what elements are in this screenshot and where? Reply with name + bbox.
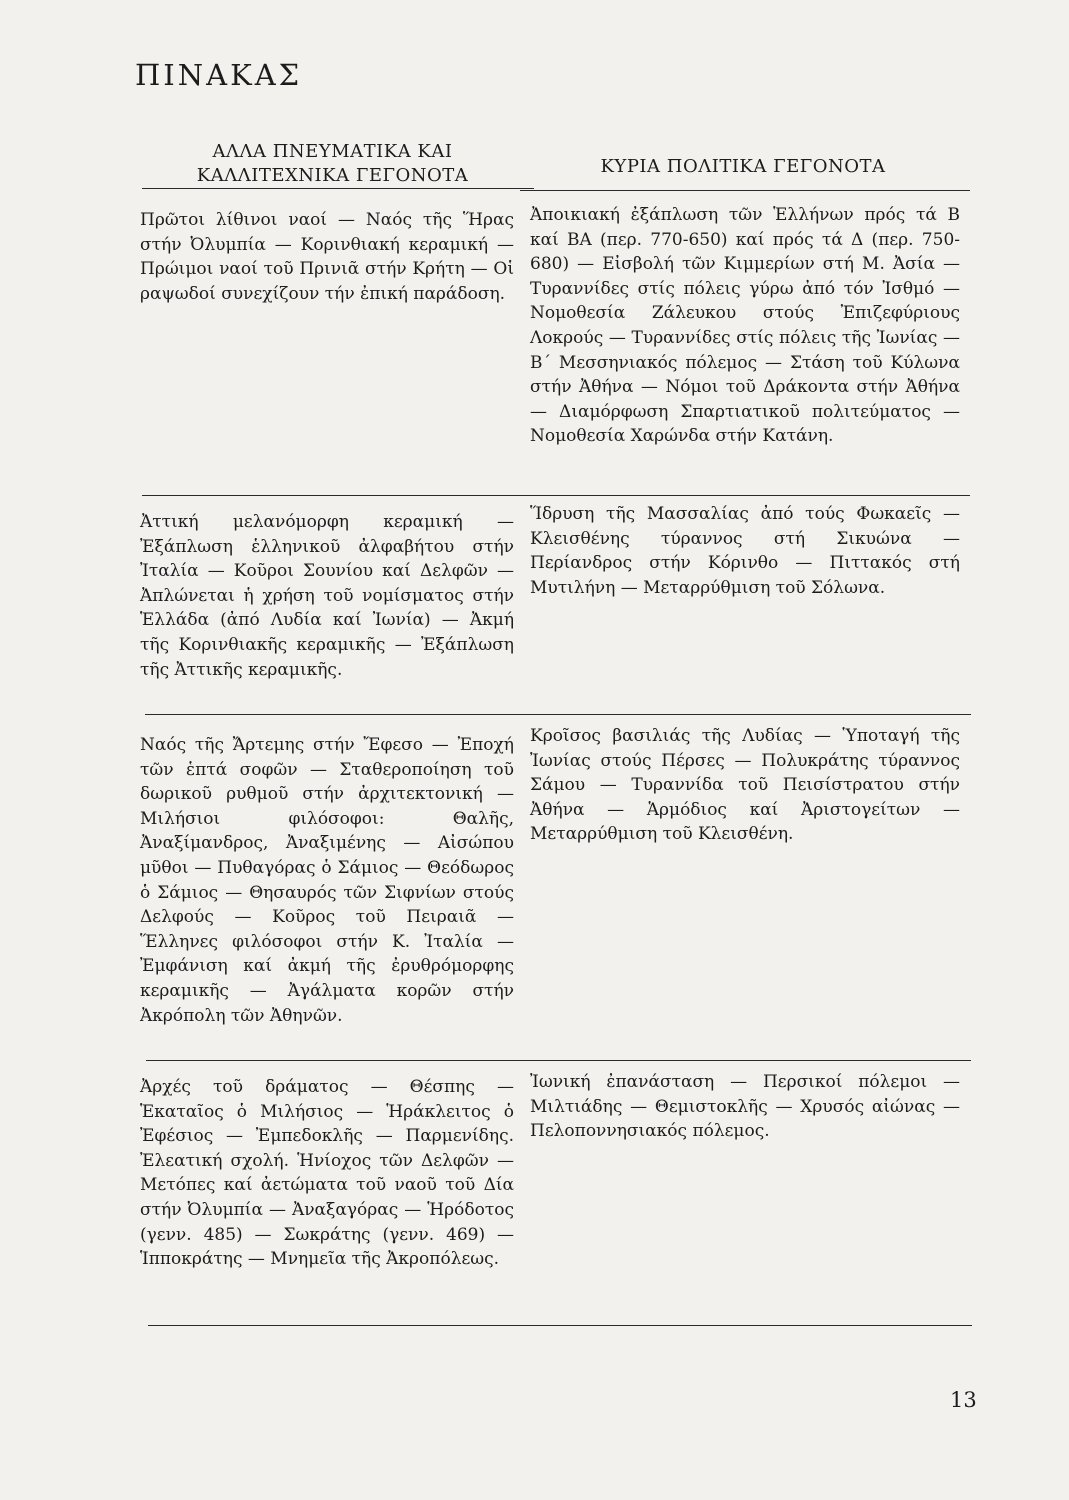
row-3-culture: Ναός τῆς Ἄρτεμης στήν Ἔφεσο — Ἐποχή τῶν ἑπτά σοφῶν — Σταθεροποίηση τοῦ δωρικοῦ ρυθμοῦ στήν ἀρχιτεκτονική — Μιλήσιοι φιλόσοφοι: Θαλῆς, Ἀναξίμανδρος, Ἀναξιμένης — Αἰσώπου μῦθοι — Πυθαγόρας ὁ Σάμιος — Θεόδωρος ὁ Σάμιος — Θησαυρός τῶν Σιφνίων στούς Δελφούς — Κοῦρος τοῦ Πειραιᾶ — Ἕλληνες φιλόσοφοι στήν Κ. Ἰταλία — Ἐμφάνιση καί ἀκμή τῆς ἐρυθρόμορφης κεραμικῆς — Ἀγάλματα κορῶν στήν Ἀκρόπολη τῶν Ἀθηνῶν. xyxy=(140,735,514,1026)
right-column-header: ΚΥΡΙΑ ΠΟΛΙΤΙΚΑ ΓΕΓΟΝΟΤΑ xyxy=(600,156,886,177)
left-column-header-line-2: ΚΑΛΛΙΤΕΧΝΙΚΑ ΓΕΓΟΝΟΤΑ xyxy=(196,165,469,186)
row-divider-3 xyxy=(146,1060,971,1061)
row-2-politics: Ἵδρυση τῆς Μασσαλίας ἀπό τούς Φωκαεῖς — Κλεισθένης τύραννος στή Σικυώνα — Περίανδρος στήν Κόρινθο — Πιττακός στή Μυτιλήνη — Μεταρρύθμιση τοῦ Σόλωνα. xyxy=(530,504,960,598)
row-1-politics: Ἀποικιακή ἐξάπλωση τῶν Ἑλλήνων πρός τά Β καί ΒΑ (περ. 770-650) καί πρός τά Δ (περ. 750-680) — Εἰσβολή τῶν Κιμμερίων στή Μ. Ἀσία — Τυραννίδες στίς πόλεις γύρω ἀπό τόν Ἰσθμό — Νομοθεσία Ζάλευκου στούς Ἐπιζεφύριους Λοκρούς — Τυραννίδες στίς πόλεις τῆς Ἰωνίας — Β΄ Μεσσηνιακός πόλεμος — Στάση τοῦ Κύλωνα στήν Ἀθήνα — Νόμοι τοῦ Δράκοντα στήν Ἀθήνα — Διαμόρφωση Σπαρτιατικοῦ πολιτεύματος — Νομοθεσία Χαρώνδα στήν Κατάνη. xyxy=(530,205,960,447)
table-bottom-rule xyxy=(148,1325,972,1326)
row-divider-2 xyxy=(145,714,971,715)
header-rule-left xyxy=(142,188,534,189)
row-2-culture: Ἀττική μελανόμορφη κεραμική — Ἐξάπλωση ἑλληνικοῦ ἀλφαβήτου στήν Ἰταλία — Κοῦροι Σουνίου καί Δελφῶν — Ἀπλώνεται ἡ χρήση τοῦ νομίσματος στήν Ἑλλάδα (ἀπό Λυδία καί Ἰωνία) — Ἀκμή τῆς Κορινθιακῆς κεραμικῆς — Ἐξάπλωση τῆς Ἀττικῆς κεραμικῆς. xyxy=(140,512,514,680)
row-3-politics: Κροῖσος βασιλιάς τῆς Λυδίας — Ὑποταγή τῆς Ἰωνίας στούς Πέρσες — Πολυκράτης τύραννος Σάμου — Τυραννίδα τοῦ Πεισίστρατου στήν Ἀθήνα — Ἁρμόδιος καί Ἀριστογείτων — Μεταρρύθμιση τοῦ Κλεισθένη. xyxy=(530,726,960,845)
row-4-culture: Ἀρχές τοῦ δράματος — Θέσπης — Ἑκαταῖος ὁ Μιλήσιος — Ἡράκλειτος ὁ Ἐφέσιος — Ἐμπεδοκλῆς — Παρμενίδης. Ἐλεατική σχολή. Ἡνίοχος τῶν Δελφῶν — Μετόπες καί ἀετώματα τοῦ ναοῦ τοῦ Δία στήν Ὀλυμπία — Ἀναξαγόρας — Ἡρόδοτος (γενν. 485) — Σωκράτης (γενν. 469) — Ἱπποκράτης — Μνημεῖα τῆς Ἀκροπόλεως. xyxy=(140,1077,514,1270)
page-title: ΠΙΝΑΚΑΣ xyxy=(135,58,303,92)
left-column-header-line-1: ΑΛΛΑ ΠΝΕΥΜΑΤΙΚΑ ΚΑΙ xyxy=(212,141,453,162)
page-number: 13 xyxy=(950,1388,977,1412)
left-column-header xyxy=(140,140,525,188)
row-1-culture: Πρῶτοι λίθινοι ναοί — Ναός τῆς Ἥρας στήν Ὀλυμπία — Κορινθιακή κεραμική — Πρώιμοι ναοί τοῦ Πρινιᾶ στήν Κρήτη — Οἱ ραψωδοί συνεχίζουν τήν ἐπική παράδοση. xyxy=(140,210,514,304)
header-rule-right xyxy=(520,190,970,191)
row-4-politics: Ἰωνική ἐπανάσταση — Περσικοί πόλεμοι — Μιλτιάδης — Θεμιστοκλῆς — Χρυσός αἰώνας — Πελοποννησιακός πόλεμος. xyxy=(530,1072,960,1142)
row-divider-1 xyxy=(142,495,970,496)
